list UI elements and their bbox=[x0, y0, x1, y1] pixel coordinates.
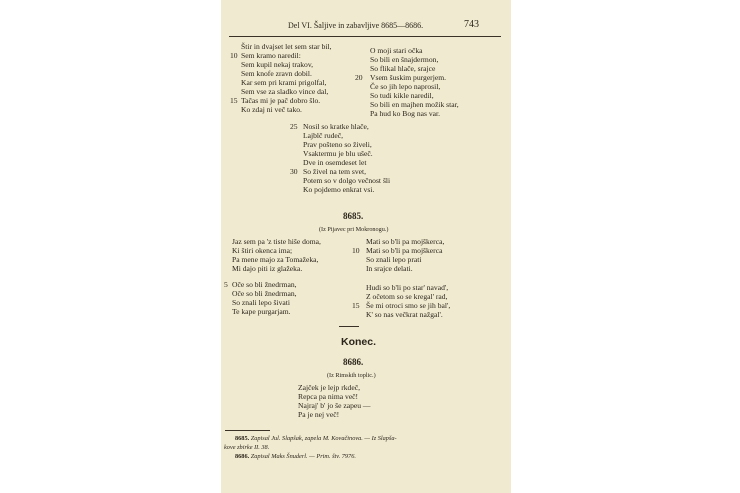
verse-line: Lajblč rudeč, bbox=[303, 131, 344, 140]
verse-line: Če so jih lepo naprosil, bbox=[370, 82, 441, 91]
footnote-number: 8686. bbox=[235, 453, 250, 460]
verse-line: Mati so b'li pa mojškerca, bbox=[366, 237, 445, 246]
verse-line: Vsaktermu je blu ušeč. bbox=[303, 149, 373, 158]
verse-line: Oče so bli žnedrman, bbox=[232, 280, 297, 289]
verse-line: K' so nas večkrat nažgal'. bbox=[366, 310, 443, 319]
verse-line: Vsem šuskim purgerjem. bbox=[370, 73, 447, 82]
line-number: 10 bbox=[352, 246, 360, 255]
running-title: Del VI. Šaljive in zabavljive 8685—8686. bbox=[288, 21, 424, 30]
verse-line: So znali lepo šivati bbox=[232, 298, 290, 307]
verse-line: Tačas mi je pač dobro šlo. bbox=[241, 96, 321, 105]
verse-line: So bili en majhen možik star, bbox=[370, 100, 459, 109]
line-number: 30 bbox=[290, 167, 298, 176]
footnote-text: Zapisal Maks Šnuderl. — Prim. štv. 7976. bbox=[250, 453, 356, 460]
verse-line: Sem kramo naredil: bbox=[241, 51, 301, 60]
line-number: 5 bbox=[224, 280, 228, 289]
verse-line: Nosil so kratke hlače, bbox=[303, 122, 369, 131]
verse-line: Ki štiri okenca ima; bbox=[232, 246, 293, 255]
page-header bbox=[221, 21, 511, 35]
verse-line: Ko zdaj ni več tako. bbox=[241, 105, 302, 114]
verse-line: Najraj' b' jo še zapeu — bbox=[298, 401, 371, 410]
verse-line: Te kape purgarjam. bbox=[232, 307, 291, 316]
verse-line: Jaz sem pa 'z tiste hiše doma, bbox=[232, 237, 321, 246]
footnote-rule bbox=[225, 430, 270, 431]
verse-line: Sem knofe zravn dobil. bbox=[241, 69, 312, 78]
verse-line: Sem kupil nekaj trakov, bbox=[241, 60, 314, 69]
verse-line: So živel na tem svet, bbox=[303, 167, 367, 176]
line-number: 15 bbox=[230, 96, 238, 105]
verse-line: Mi dajo piti iz glažeka. bbox=[232, 264, 303, 273]
verse-line: Pa hud ko Bog nas var. bbox=[370, 109, 441, 118]
verse-line: Pa je nej več! bbox=[298, 410, 340, 419]
verse-line: So znali lepo prati bbox=[366, 255, 422, 264]
footnote-number: 8685. bbox=[235, 435, 250, 442]
verse-line: Kar sem pri krami prigolfal, bbox=[241, 78, 327, 87]
book-page bbox=[221, 0, 511, 493]
verse-line: Sem vse za sladko vince dal, bbox=[241, 87, 329, 96]
header-rule bbox=[229, 36, 501, 37]
song-source: (Iz Pijavec pri Mokronogu.) bbox=[319, 226, 389, 233]
verse-line: Pa mene majo za Tomažeka, bbox=[232, 255, 319, 264]
verse-line: In srajce delati. bbox=[366, 264, 413, 273]
konec-heading: Konec. bbox=[341, 336, 377, 348]
verse-line: Z očetom so se kregal' rad, bbox=[366, 292, 448, 301]
footnote-text: kove zbirke II. 38. bbox=[224, 444, 270, 451]
verse-line: Hudi so b'li po star' navad', bbox=[366, 283, 449, 292]
verse-line: Repca pa nima več! bbox=[298, 392, 359, 401]
verse-line: Ko pojdemo enkrat vsi. bbox=[303, 185, 375, 194]
verse-line: So bili en šnajdermon, bbox=[370, 55, 439, 64]
song-number: 8686. bbox=[343, 357, 364, 367]
verse-line: Oče so bli žnedrman, bbox=[232, 289, 297, 298]
verse-line: O moji stari očka bbox=[370, 46, 423, 55]
line-number: 20 bbox=[355, 73, 363, 82]
verse-line: Štir in dvajset let sem star bil, bbox=[241, 42, 332, 51]
verse-line: Zajček je lejp rkdeč, bbox=[298, 383, 360, 392]
line-number: 15 bbox=[352, 301, 360, 310]
footnote-text: Zapisal Jul. Slapšak, zapela M. Kovačinova. — Iz Slapša- bbox=[250, 435, 397, 442]
line-number: 10 bbox=[230, 51, 238, 60]
verse-line: Še mi otroci smo se jih bal', bbox=[366, 301, 451, 310]
verse-line: So flikal hlače, srajce bbox=[370, 64, 436, 73]
line-number: 25 bbox=[290, 122, 298, 131]
page-number: 743 bbox=[464, 19, 479, 30]
footnote bbox=[235, 452, 356, 462]
verse-line: So tudi kikle naredil, bbox=[370, 91, 434, 100]
song-number: 8685. bbox=[343, 211, 364, 221]
verse-line: Dve in osemdeset let bbox=[303, 158, 367, 167]
verse-line: Mati so b'li pa mojškerca bbox=[366, 246, 443, 255]
verse-line: Prav pošteno so živeli, bbox=[303, 140, 372, 149]
verse-line: Potem so v dolgo večnost šli bbox=[303, 176, 391, 185]
section-rule bbox=[339, 326, 359, 327]
song-source: (Iz Rimskih toplic.) bbox=[327, 372, 376, 379]
